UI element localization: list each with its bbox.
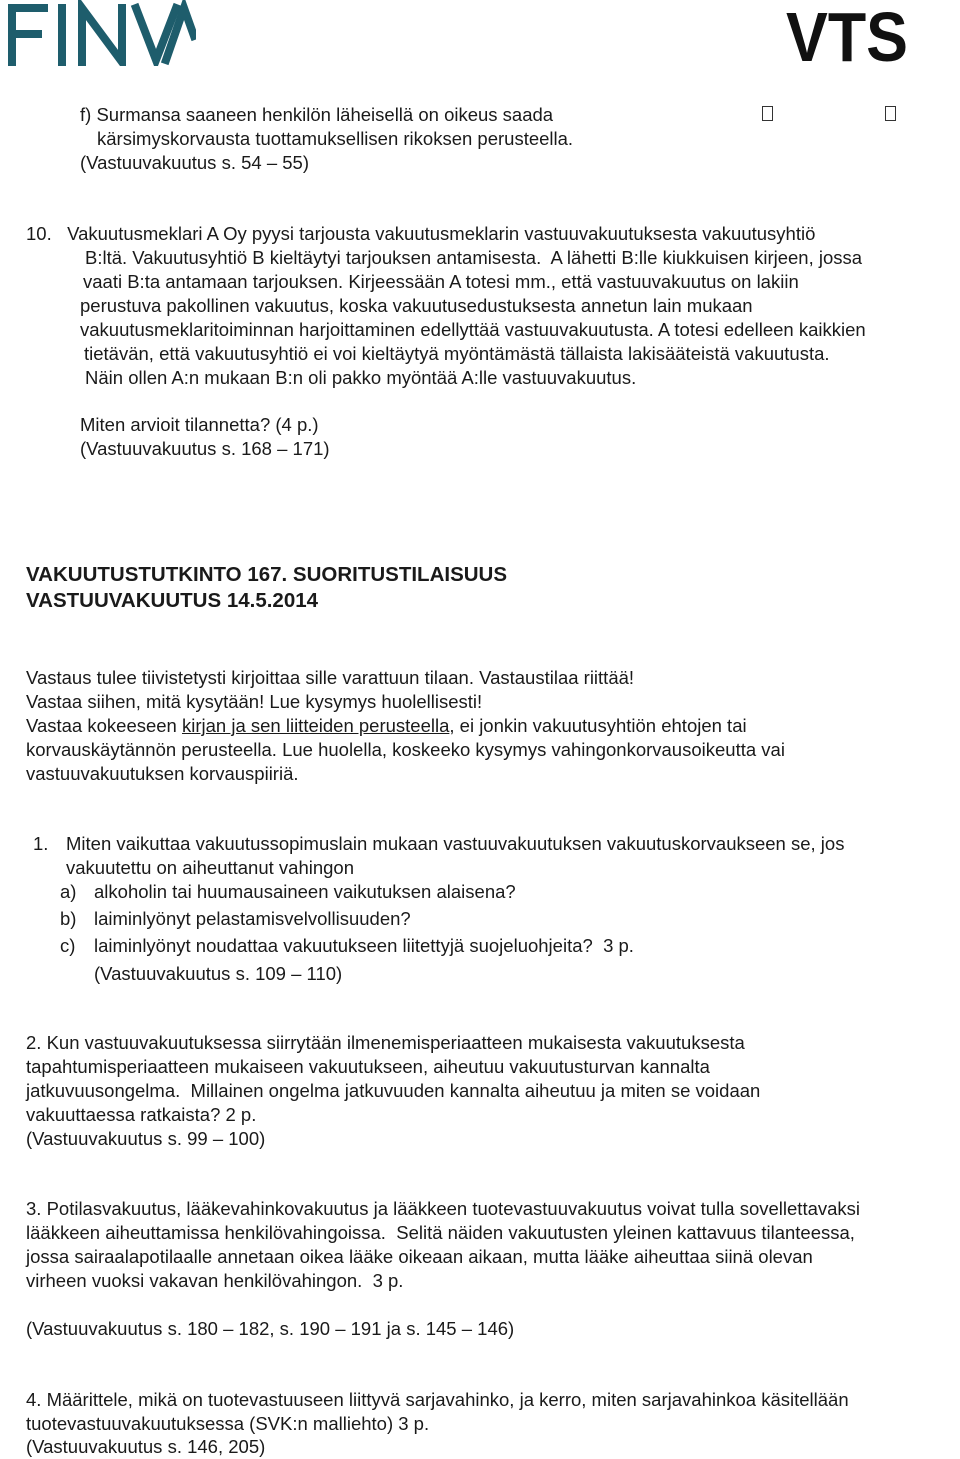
question10-reference: (Vastuuvakuutus s. 168 – 171) — [80, 438, 330, 459]
question1-line: vakuutettu on aiheuttanut vahingon — [66, 857, 355, 878]
question1-option-label: b) — [60, 908, 77, 929]
question2-line: tapahtumisperiaatteen mukaiseen vakuutukseen, aiheutuu vakuutusturvan kannalta — [26, 1056, 710, 1077]
question2-line: 2. Kun vastuuvakuutuksessa siirrytään ilmenemisperiaatteen mukaisesta vakuutuksesta — [26, 1032, 745, 1053]
question2-reference: (Vastuuvakuutus s. 99 – 100) — [26, 1128, 266, 1149]
vts-logo — [786, 4, 910, 71]
instructions-underlined-text: kirjan ja sen liitteiden perusteella — [182, 715, 450, 736]
question10-line: B:ltä. Vakuutusyhtiö B kieltäytyi tarjouksen antamisesta. A lähetti B:lle kiukkuisen kirjeen, jossa — [85, 247, 863, 268]
question10-line: perustuva pakollinen vakuutus, koska vakuutusedustuksesta annetun lain mukaan — [80, 295, 753, 316]
exam-subtitle: VASTUUVAKUUTUS 14.5.2014 — [26, 589, 319, 612]
question1-option-label: c) — [60, 935, 76, 956]
question1-option-label: a) — [60, 881, 77, 902]
question1-number: 1. — [33, 833, 49, 854]
question4-line: tuotevastuuvakuutuksessa (SVK:n malliehto) 3 p. — [26, 1413, 430, 1434]
question3-line: lääkkeen aiheuttamissa henkilövahingoissa. Selitä näiden vakuutusten yleinen kattavuus tilanteessa, — [26, 1222, 855, 1243]
instructions-text: Vastaa kokeeseen — [26, 715, 182, 736]
question1-option-text: alkoholin tai huumausaineen vaikutuksen alaisena? — [94, 881, 516, 902]
item-f-line: f) Surmansa saaneen henkilön läheisellä on oikeus saada — [80, 104, 554, 125]
exam-title: VAKUUTUSTUTKINTO 167. SUORITUSTILAISUUS — [26, 563, 508, 586]
question4-line: 4. Määrittele, mikä on tuotevastuuseen liittyvä sarjavahinko, ja kerro, miten sarjavahinkoa käsitellään — [26, 1389, 849, 1410]
question10-line: vaati B:ta antamaan tarjouksen. Kirjeessään A totesi mm., että vastuuvakuutus on lakiin — [83, 271, 799, 292]
question10-line: Näin ollen A:n mukaan B:n oli pakko myöntää A:lle vastuuvakuutus. — [85, 367, 637, 388]
instructions-line: Vastaa siihen, mitä kysytään! Lue kysymys huolellisesti! — [26, 691, 483, 712]
question3-reference: (Vastuuvakuutus s. 180 – 182, s. 190 – 191 ja s. 145 – 146) — [26, 1318, 515, 1339]
question10-line: vakuutusmeklaritoiminnan harjoittaminen edellyttää vastuuvakuutusta. A totesi edelleen kaikkien — [80, 319, 866, 340]
item-f-line: kärsimyskorvausta tuottamuksellisen rikoksen perusteella. — [97, 128, 574, 149]
instructions-text: , ei jonkin vakuutusyhtiön ehtojen tai — [449, 715, 747, 736]
question4-reference: (Vastuuvakuutus s. 146, 205) — [26, 1436, 266, 1457]
question10-line: 10. Vakuutusmeklari A Oy pyysi tarjousta vakuutusmeklarin vastuuvakuutuksesta vakuutusyhtiö — [26, 223, 816, 244]
question3-line: virheen vuoksi vakavan henkilövahingon. 3 p. — [26, 1270, 404, 1291]
question1-option-text: laiminlyönyt pelastamisvelvollisuuden? — [94, 908, 411, 929]
question3-line: jossa sairaalapotilaalle annetaan oikea lääke oikeaan aikaan, mutta lääke aiheuttaa siinä olevan — [26, 1246, 813, 1267]
question10-line: tietävän, että vakuutusyhtiö ei voi kieltäytyä myöntämästä tällaista lakisääteistä vakuutusta. — [84, 343, 830, 364]
instructions-line: vastuuvakuutuksen korvauspiiriä. — [26, 763, 299, 784]
svg-text:VTS: VTS — [786, 4, 908, 66]
instructions-line: Vastaus tulee tiivistetysti kirjoittaa sille varattuun tilaan. Vastaustilaa riittää! — [26, 667, 635, 688]
question1-line: Miten vaikuttaa vakuutussopimuslain mukaan vastuuvakuutuksen vakuutuskorvaukseen se, jos — [66, 833, 845, 854]
question1-option-text: laiminlyönyt noudattaa vakuutukseen liitettyjä suojeluohjeita? 3 p. — [94, 935, 634, 956]
question2-line: vakuuttaessa ratkaista? 2 p. — [26, 1104, 257, 1125]
answer-checkbox-false[interactable] — [885, 106, 896, 121]
instructions-line: korvauskäytännön perusteella. Lue huolella, koskeeko kysymys vahingonkorvausoikeutta vai — [26, 739, 785, 760]
instructions-line — [26, 714, 747, 738]
finva-logo — [6, 0, 196, 71]
question1-reference: (Vastuuvakuutus s. 109 – 110) — [94, 963, 343, 984]
item-f-reference: (Vastuuvakuutus s. 54 – 55) — [80, 152, 309, 173]
question3-line: 3. Potilasvakuutus, lääkevahinkovakuutus ja lääkkeen tuotevastuuvakuutus voivat tulla sovellettavaksi — [26, 1198, 861, 1219]
question10-prompt: Miten arvioit tilannetta? (4 p.) — [80, 414, 319, 435]
question2-line: jatkuvuusongelma. Millainen ongelma jatkuvuuden kannalta aiheutuu ja miten se voidaan — [26, 1080, 761, 1101]
answer-checkbox-true[interactable] — [762, 106, 773, 121]
